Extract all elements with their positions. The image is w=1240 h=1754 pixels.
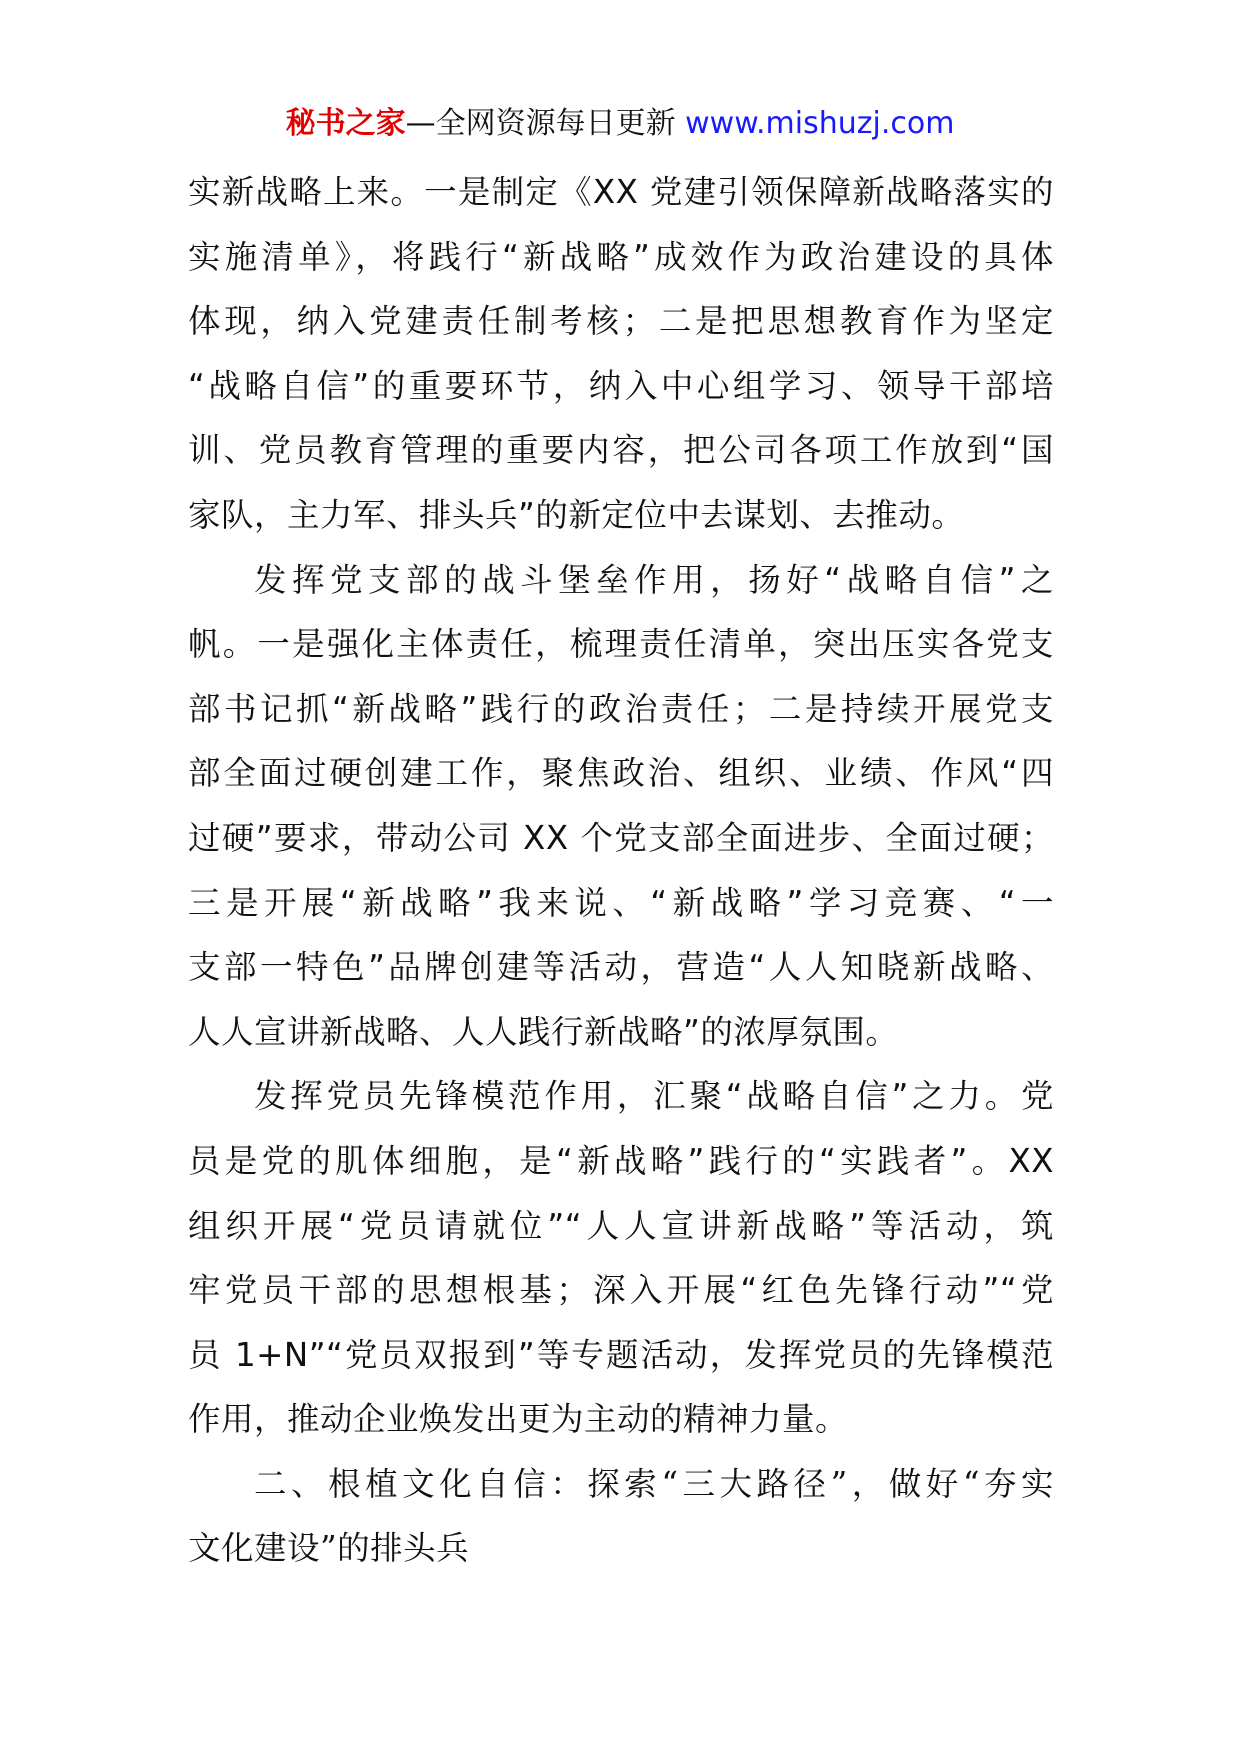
paragraph-1 xyxy=(188,160,1054,548)
text-line: 帆。一是强化主体责任，梳理责任清单，突出压实各党支 xyxy=(188,625,1054,664)
document-body xyxy=(188,160,1054,1581)
text-line: 员是党的肌体细胞，是“新战略”践行的“实践者”。XX xyxy=(188,1141,1054,1180)
text-line: 发挥党员先锋模范作用，汇聚“战略自信”之力。党 xyxy=(254,1077,1054,1116)
text-line: “战略自信”的重要环节，纳入中心组学习、领导干部培 xyxy=(188,366,1054,405)
text-line: 训、党员教育管理的重要内容，把公司各项工作放到“国 xyxy=(188,431,1054,470)
text-line: 组织开展“党员请就位”“人人宣讲新战略”等活动，筑 xyxy=(188,1206,1054,1245)
text-line: 部全面过硬创建工作，聚焦政治、组织、业绩、作风“四 xyxy=(188,754,1054,793)
text-line: 实施清单》，将践行“新战略”成效作为政治建设的具体 xyxy=(188,237,1054,276)
text-line: 实新战略上来。一是制定《XX 党建引领保障新战略落实的 xyxy=(188,173,1054,211)
text-line: 三是开展“新战略”我来说、“新战略”学习竞赛、“一 xyxy=(188,883,1054,922)
paragraph-2 xyxy=(188,548,1054,1065)
heading-line: 文化建设”的排头兵 xyxy=(188,1529,470,1568)
brand-name: 秘书之家 xyxy=(285,106,406,141)
text-line: 部书记抓“新战略”践行的政治责任；二是持续开展党支 xyxy=(188,689,1054,728)
section-heading xyxy=(188,1452,1054,1581)
text-line: 员 1+N”“党员双报到”等专题活动，发挥党员的先锋模范 xyxy=(188,1335,1054,1374)
text-line: 作用，推动企业焕发出更为主动的精神力量。 xyxy=(188,1400,849,1439)
website-url[interactable]: www.mishuzj.com xyxy=(685,106,955,141)
paragraph-3 xyxy=(188,1064,1054,1452)
text-line: 体现，纳入党建责任制考核；二是把思想教育作为坚定 xyxy=(188,302,1054,341)
header-slogan: —全网资源每日更新 xyxy=(405,106,686,141)
text-line: 支部一特色”品牌创建等活动，营造“人人知晓新战略、 xyxy=(188,948,1054,987)
page-header xyxy=(0,102,1240,146)
text-line: 过硬”要求，带动公司 XX 个党支部全面进步、全面过硬； xyxy=(188,818,1054,857)
heading-line: 二、根植文化自信：探索“三大路径”，做好“夯实 xyxy=(254,1464,1054,1503)
text-line: 家队，主力军、排头兵”的新定位中去谋划、去推动。 xyxy=(188,495,965,534)
text-line: 人人宣讲新战略、人人践行新战略”的浓厚氛围。 xyxy=(188,1012,899,1051)
text-line: 发挥党支部的战斗堡垒作用，扬好“战略自信”之 xyxy=(254,560,1054,599)
text-line: 牢党员干部的思想根基；深入开展“红色先锋行动”“党 xyxy=(188,1271,1054,1310)
